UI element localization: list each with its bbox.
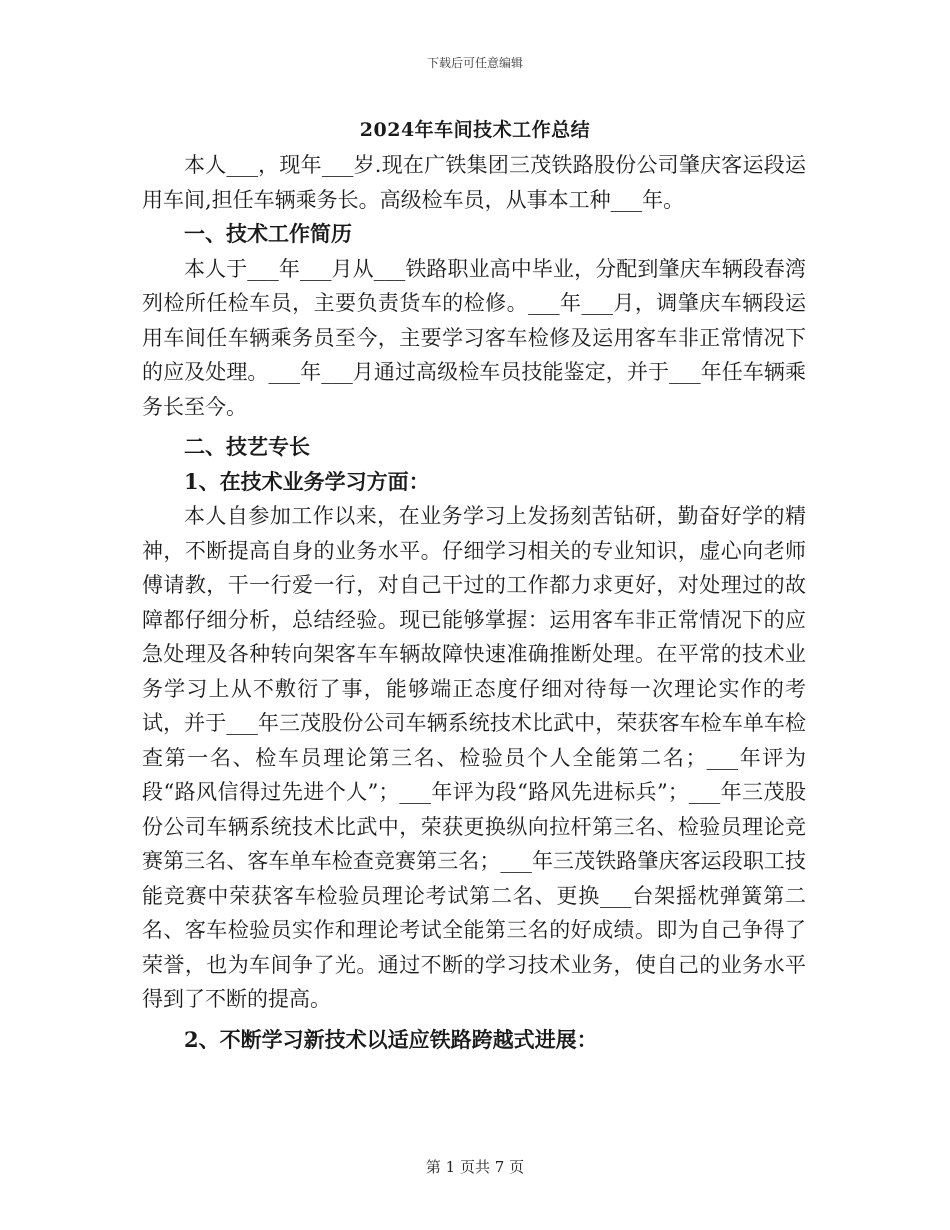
document-title: 2024年车间技术工作总结 xyxy=(359,119,591,141)
subsection-2-heading: 2、不断学习新技术以适应铁路跨越式进展： xyxy=(184,1026,598,1052)
section-1-heading: 一、技术工作简历 xyxy=(184,221,352,246)
intro-paragraph: 本人___，现年___岁.现在广铁集团三茂铁路股份公司肇庆客运段运用车间,担任车辆乘务长。高级检车员，从事本工种___年。 xyxy=(142,153,806,212)
section-1-paragraph: 本人于___年___月从___铁路职业高中毕业，分配到肇庆车辆段春湾列检所任检车员，主要负责货车的检修。___年___月，调肇庆车辆段运用车间任车辆乘务员至今，主要学习客车检修及运用客车非正常情况下的应及处理。___年___月通过高级检车员技能鉴定，并于___年任车辆乘务长至今。 xyxy=(142,256,806,419)
download-note: 下载后可任意编辑 xyxy=(426,56,523,70)
subsection-1-paragraph: 本人自参加工作以来，在业务学习上发扬刻苦钻研，勤奋好学的精神，不断提高自身的业务水平。仔细学习相关的专业知识，虚心向老师傅请教，干一行爱一行，对自己干过的工作都力求更好，对处理过的故障都仔细分析，总结经验。现已能够掌握：运用客车非正常情况下的应急处理及各种转向架客车车辆故障快速准确推断处理。在平常的技术业务学习上从不敷衍了事，能够端正态度仔细对待每一次理论实作的考试，并于___年三茂股份公司车辆系统技术比武中，荣获客车检车单车检查第一名、检车员理论第三名、检验员个人全能第二名；___年评为段“路风信得过先进个人”；___年评为段“路风先进标兵”；___年三茂股份公司车辆系统技术比武中，荣获更换纵向拉杆第三名、检验员理论竞赛第三名、客车单车检查竞赛第三名；___年三茂铁路肇庆客运段职工技能竞赛中荣获客车检验员理论考试第二名、更换___台架摇枕弹簧第二名、客车检验员实作和理论考试全能第三名的好成绩。即为自己争得了荣誉，也为车间争了光。通过不断的学习技术业务，使自己的业务水平得到了不断的提高。 xyxy=(142,504,806,1011)
document-body xyxy=(142,148,806,1057)
subsection-1-heading: 1、在技术业务学习方面： xyxy=(184,468,430,494)
section-2-heading: 二、技艺专长 xyxy=(184,434,310,459)
page-number: 第 1 页共 7 页 xyxy=(425,1158,525,1176)
